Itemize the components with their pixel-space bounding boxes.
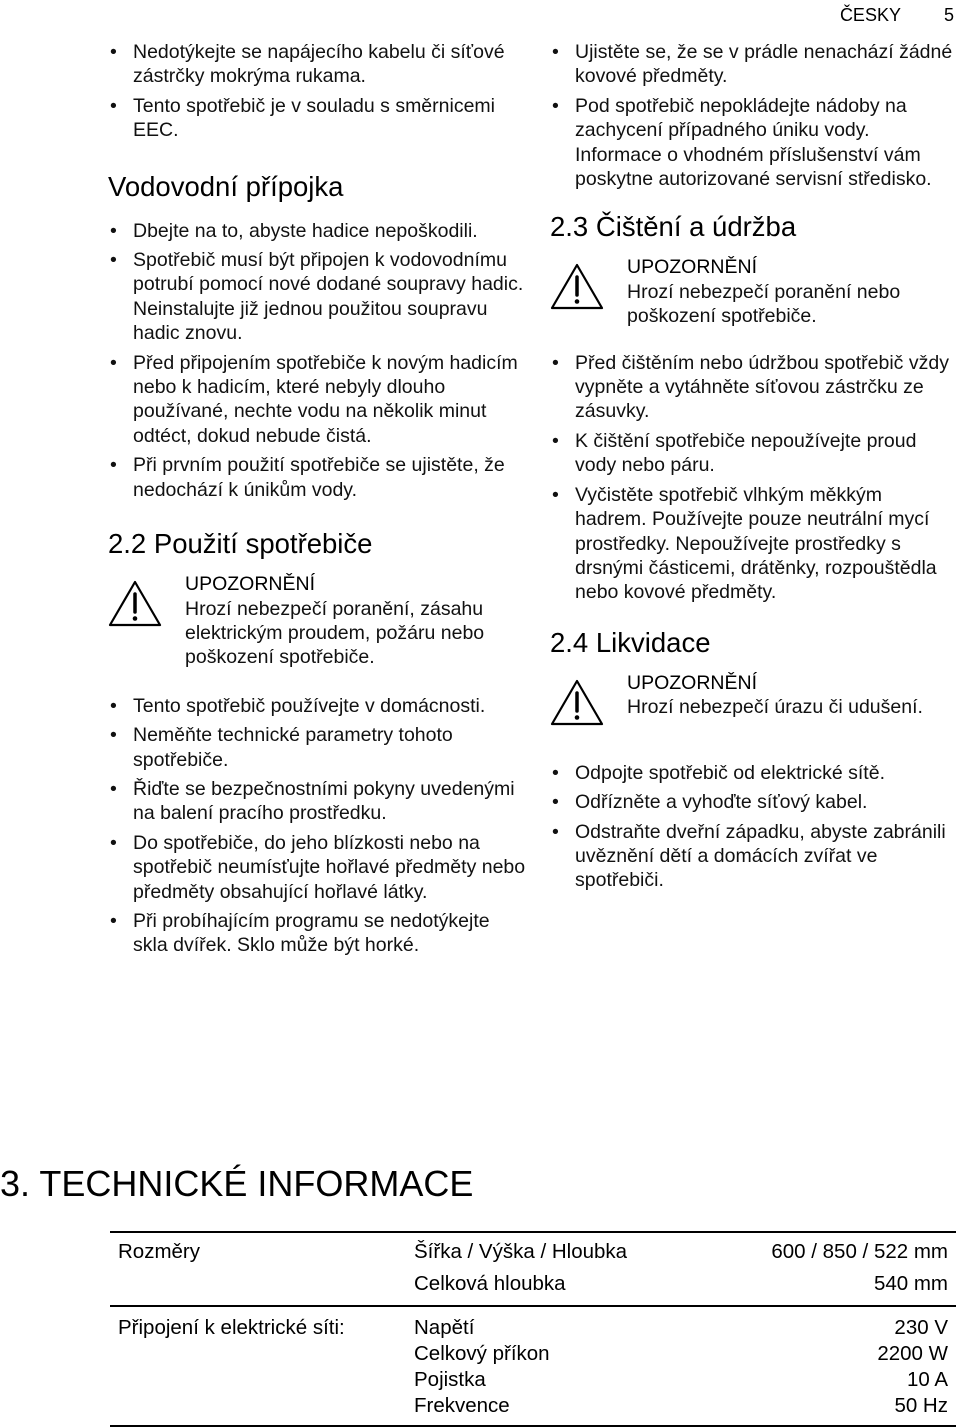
parameter-value: 230 V (894, 1316, 948, 1339)
chapter-title: TECHNICKÉ INFORMACE (39, 1163, 474, 1204)
section-number: 2.2 (108, 528, 147, 560)
list-item: • Před připojením spotřebiče k novým hadicím nebo k hadicím, které nebyly dlouho používané, nechte vodu na několik minut odtéct, dokud nebude čistá. (108, 351, 528, 449)
warning-title: UPOZORNĚNÍ (627, 256, 758, 279)
parameter-label: Napětí (414, 1316, 475, 1339)
table-row (110, 1232, 956, 1267)
right-intro-list (550, 40, 955, 191)
warning-title: UPOZORNĚNÍ (185, 573, 316, 596)
list-item: • Tento spotřebič používejte v domácnosti. (108, 694, 528, 718)
list-item: • Před čištěním nebo údržbou spotřebič vždy vypněte a vytáhněte síťovou zástrčku ze zásuvky. (550, 351, 955, 424)
section-title: Čištění a údržba (595, 211, 797, 243)
table-row (110, 1306, 956, 1426)
usage-heading (108, 528, 528, 560)
parameter-value: 10 A (906, 1368, 948, 1391)
disposal-warning (550, 671, 955, 741)
chapter-heading (0, 1163, 473, 1205)
table-cell: Šířka / Výška / Hloubka (414, 1240, 628, 1263)
section-title: Likvidace (595, 626, 711, 658)
disposal-heading (550, 627, 955, 659)
warning-title: UPOZORNĚNÍ (627, 671, 758, 694)
technical-info-table (110, 1231, 956, 1427)
disposal-list (550, 761, 955, 893)
table-cell (110, 1267, 406, 1306)
right-column (550, 38, 955, 898)
warning-icon (550, 679, 604, 726)
parameter-value: 2200 W (877, 1342, 948, 1365)
table-cell: 600 / 850 / 522 mm (771, 1240, 948, 1263)
list-item: • Při probíhajícím programu se nedotýkejte skla dvířek. Sklo může být horké. (108, 909, 528, 958)
chapter-number: 3. (0, 1163, 31, 1204)
table-cell: Připojení k elektrické síti: (118, 1316, 345, 1339)
page-header (840, 5, 954, 26)
warning-icon (108, 580, 162, 627)
table-row (110, 1267, 956, 1306)
list-item: • Odpojte spotřebič od elektrické sítě. (550, 761, 955, 785)
parameter-label: Celkový příkon (414, 1342, 550, 1365)
list-item: • Při prvním použití spotřebiče se ujistěte, že nedochází k únikům vody. (108, 453, 528, 502)
left-column (108, 38, 528, 963)
table-cell: 540 mm (873, 1272, 948, 1295)
list-item: • Pod spotřebič nepokládejte nádoby na zachycení případného úniku vody. Informace o vhodném příslušenství vám poskytne autorizované servisní středisko. (550, 94, 955, 192)
water-list (108, 219, 528, 502)
cleaning-warning (550, 255, 955, 328)
list-item: • Odstraňte dveřní západku, abyste zabránili uvěznění dětí a domácích zvířat ve spotřebiči. (550, 820, 955, 893)
parameter-label: Frekvence (414, 1394, 510, 1417)
section-number: 2.4 (550, 626, 589, 658)
table-cell: Celková hloubka (414, 1272, 566, 1295)
table-cell: Rozměry (118, 1240, 201, 1263)
list-item: • Dbejte na to, abyste hadice nepoškodili. (108, 219, 528, 243)
list-item: • Spotřebič musí být připojen k vodovodnímu potrubí pomocí nové dodané soupravy hadic. Neinstalujte již jednou použitou soupravu hadic znovu. (108, 248, 528, 346)
list-item: • Tento spotřebič je v souladu s směrnicemi EEC. (108, 94, 528, 143)
list-item: • Řiďte se bezpečnostními pokyny uvedenými na balení pracího prostředku. (108, 777, 528, 826)
table-cell (750, 1306, 956, 1426)
warning-text: Hrozí nebezpečí poranění nebo poškození spotřebiče. (627, 280, 901, 328)
list-item: • Ujistěte se, že se v prádle nenachází žádné kovové předměty. (550, 40, 955, 89)
table-cell (406, 1306, 750, 1426)
section-number: 2.3 (550, 211, 589, 243)
list-item: • Neměňte technické parametry tohoto spotřebiče. (108, 723, 528, 772)
section-title: Použití spotřebiče (153, 528, 373, 560)
warning-icon (550, 263, 604, 310)
warning-text: Hrozí nebezpečí poranění, zásahu elektrickým proudem, požáru nebo poškození spotřebiče. (185, 597, 485, 669)
usage-list (108, 694, 528, 958)
parameter-label: Pojistka (414, 1368, 486, 1391)
page-number: 5 (943, 5, 954, 25)
cleaning-list (550, 351, 955, 605)
list-item: • K čištění spotřebiče nepoužívejte proud vody nebo páru. (550, 429, 955, 478)
intro-list (108, 40, 528, 143)
water-connection-heading: Vodovodní přípojka (108, 170, 344, 202)
cleaning-heading (550, 211, 955, 243)
list-item: • Vyčistěte spotřebič vlhkým měkkým hadrem. Používejte pouze neutrální mycí prostředky. Nepoužívejte prostředky s drsnými částicemi, drátěnky, rozpouštědla nebo kovové předměty. (550, 483, 955, 605)
list-item: • Nedotýkejte se napájecího kabelu či síťové zástrčky mokrýma rukama. (108, 40, 528, 89)
list-item: • Do spotřebiče, do jeho blízkosti nebo na spotřebič neumísťujte hořlavé předměty nebo předměty obsahující hořlavé látky. (108, 831, 528, 904)
usage-warning (108, 572, 528, 670)
parameter-value: 50 Hz (894, 1394, 948, 1417)
list-item: • Odřízněte a vyhoďte síťový kabel. (550, 790, 955, 814)
warning-text: Hrozí nebezpečí úrazu či udušení. (627, 696, 923, 719)
language-label: ČESKY (839, 5, 901, 25)
